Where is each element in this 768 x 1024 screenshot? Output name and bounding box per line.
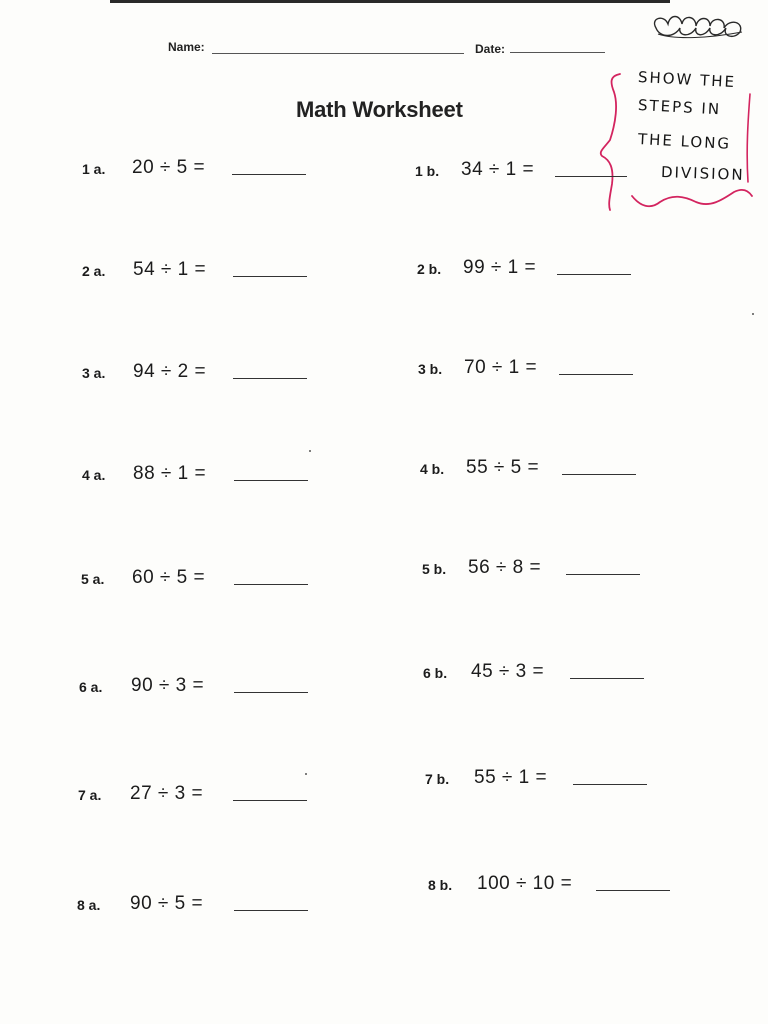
- problem-label: 1 b.: [415, 163, 440, 179]
- problem-4b: [420, 458, 650, 482]
- problem-expression: 55 ÷ 1 =: [474, 767, 548, 788]
- problem-8a: [77, 894, 317, 918]
- answer-blank[interactable]: [573, 784, 647, 785]
- problem-expression: 99 ÷ 1 =: [463, 257, 537, 278]
- problem-label: 4 a.: [82, 467, 106, 483]
- problem-expression: 90 ÷ 3 =: [131, 675, 205, 696]
- problem-label: 2 b.: [417, 261, 442, 277]
- answer-blank[interactable]: [232, 174, 306, 175]
- answer-blank[interactable]: [234, 692, 308, 693]
- problem-1a: [82, 158, 322, 182]
- right-bracket: [747, 94, 750, 182]
- problem-4a: [82, 464, 322, 488]
- answer-blank[interactable]: [234, 480, 308, 481]
- problem-expression: 94 ÷ 2 =: [133, 361, 207, 382]
- problem-label: 4 b.: [420, 461, 445, 477]
- problem-expression: 60 ÷ 5 =: [132, 567, 206, 588]
- problem-2a: [82, 260, 322, 284]
- answer-blank[interactable]: [233, 378, 307, 379]
- answer-blank[interactable]: [234, 910, 308, 911]
- note-line-1: SHOW THE: [637, 68, 737, 92]
- problem-8b: [428, 874, 678, 898]
- problem-7a: [78, 784, 318, 808]
- left-bracket: [601, 74, 620, 210]
- date-label: Date:: [475, 42, 506, 56]
- problem-expression: 100 ÷ 10 =: [477, 873, 573, 894]
- problem-label: 7 a.: [78, 787, 102, 803]
- answer-blank[interactable]: [570, 678, 644, 679]
- note-line-2: STEPS IN: [637, 96, 722, 119]
- problem-5b: [422, 558, 652, 582]
- problem-label: 5 b.: [422, 561, 447, 577]
- problem-expression: 27 ÷ 3 =: [130, 783, 204, 804]
- problem-expression: 88 ÷ 1 =: [133, 463, 207, 484]
- problem-2b: [417, 258, 647, 282]
- problem-label: 1 a.: [82, 161, 106, 177]
- problem-label: 3 a.: [82, 365, 106, 381]
- stray-mark: [309, 450, 311, 452]
- problem-expression: 54 ÷ 1 =: [133, 259, 207, 280]
- answer-blank[interactable]: [233, 276, 307, 277]
- worksheet-title: Math Worksheet: [296, 97, 463, 122]
- answer-blank[interactable]: [234, 584, 308, 585]
- problem-expression: 55 ÷ 5 =: [466, 457, 540, 478]
- stray-mark: [305, 773, 307, 775]
- problem-label: 6 a.: [79, 679, 103, 695]
- note-line-4: DIVISION: [660, 163, 745, 184]
- note-line-3: THE LONG: [637, 130, 732, 153]
- answer-blank[interactable]: [596, 890, 670, 891]
- problem-label: 2 a.: [82, 263, 106, 279]
- stray-mark: [752, 313, 754, 315]
- problem-expression: 70 ÷ 1 =: [464, 357, 538, 378]
- problem-5a: [81, 568, 321, 592]
- name-field[interactable]: [212, 53, 464, 54]
- problem-expression: 20 ÷ 5 =: [132, 157, 206, 178]
- problem-expression: 34 ÷ 1 =: [461, 159, 535, 180]
- problem-6b: [423, 662, 653, 686]
- problem-1b: [415, 160, 645, 184]
- answer-blank[interactable]: [557, 274, 631, 275]
- problem-6a: [79, 676, 319, 700]
- answer-blank[interactable]: [566, 574, 640, 575]
- problem-label: 3 b.: [418, 361, 443, 377]
- name-label: Name:: [168, 40, 205, 54]
- problem-label: 6 b.: [423, 665, 448, 681]
- answer-blank[interactable]: [559, 374, 633, 375]
- scribble-mark: [655, 17, 741, 37]
- problem-expression: 56 ÷ 8 =: [468, 557, 542, 578]
- problem-3a: [82, 362, 322, 386]
- problem-label: 5 a.: [81, 571, 105, 587]
- problem-7b: [425, 768, 655, 792]
- problem-label: 8 a.: [77, 897, 101, 913]
- answer-blank[interactable]: [555, 176, 627, 177]
- answer-blank[interactable]: [562, 474, 636, 475]
- problem-expression: 45 ÷ 3 =: [471, 661, 545, 682]
- problem-3b: [418, 358, 648, 382]
- bottom-bracket: [632, 190, 752, 206]
- problem-label: 7 b.: [425, 771, 450, 787]
- problem-label: 8 b.: [428, 877, 453, 893]
- answer-blank[interactable]: [233, 800, 307, 801]
- problem-expression: 90 ÷ 5 =: [130, 893, 204, 914]
